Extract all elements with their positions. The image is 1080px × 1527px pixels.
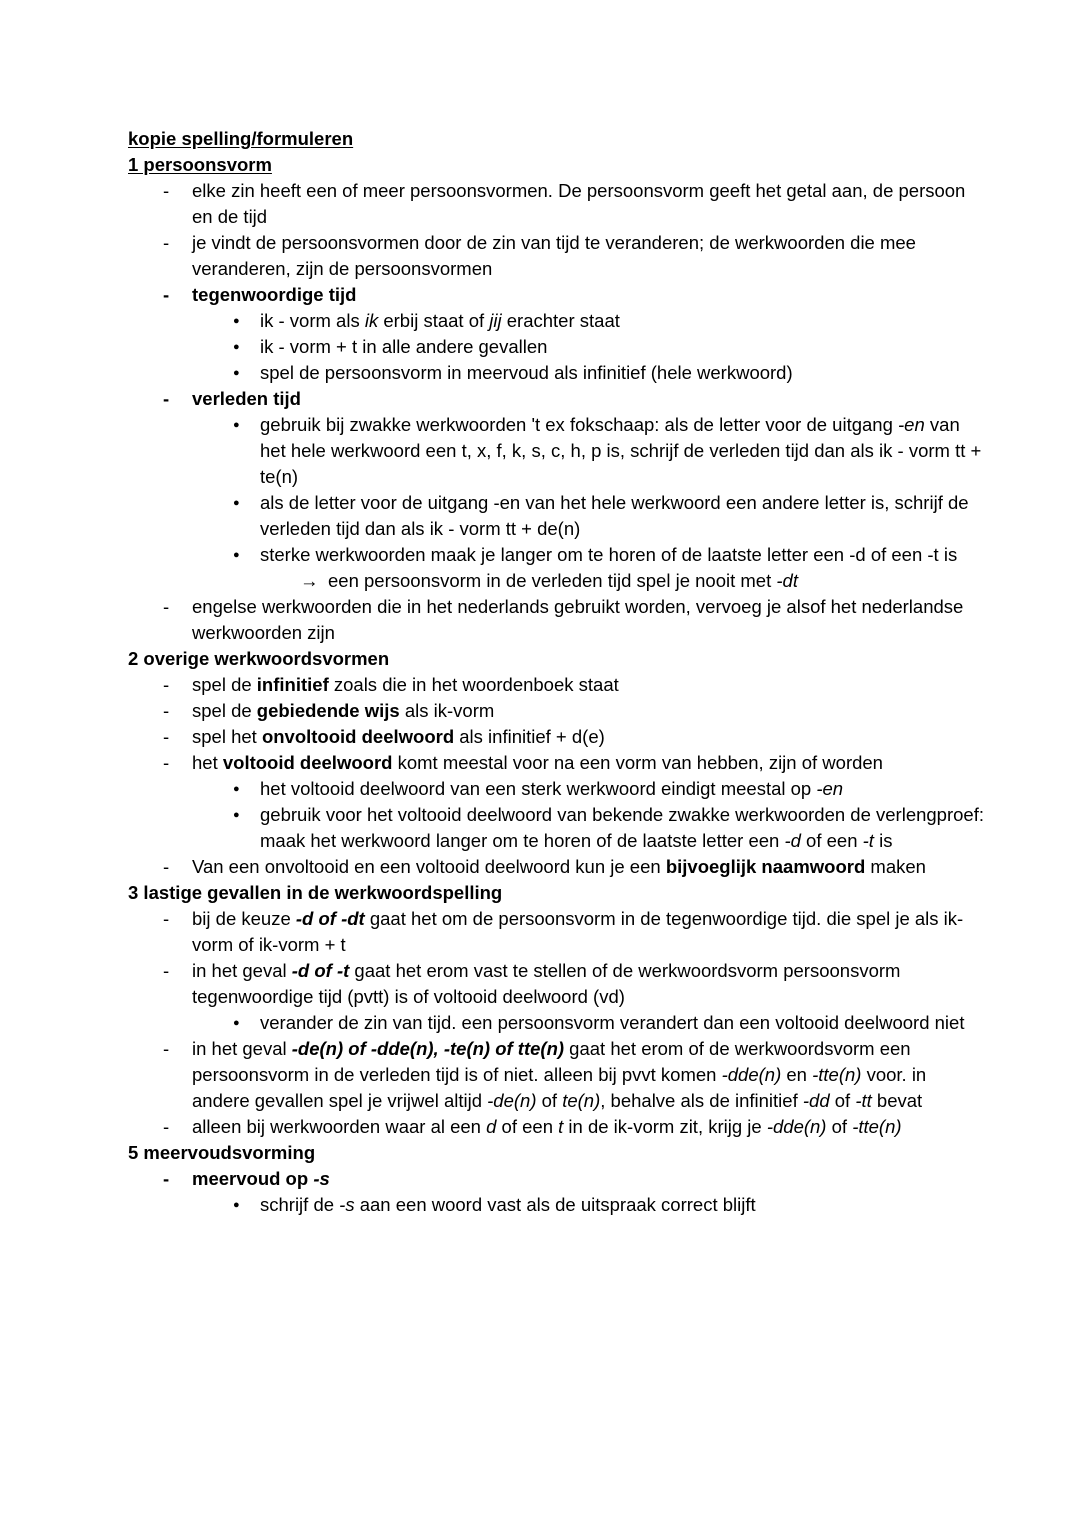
list-item bbox=[128, 386, 985, 594]
text-run: meervoud op bbox=[192, 1168, 314, 1189]
sub-list-item bbox=[192, 308, 985, 334]
text-run: spel de persoonsvorm in meervoud als infinitief (hele werkwoord) bbox=[260, 362, 793, 383]
text-run: infinitief bbox=[256, 674, 329, 695]
list-item bbox=[128, 1036, 985, 1114]
text-run: of bbox=[536, 1090, 563, 1111]
text-run: -t bbox=[862, 830, 874, 851]
list-item bbox=[128, 672, 985, 698]
text-run: gaat het erom of de werkwoordsvorm een persoonsvorm in de verleden tijd is of niet. alleen bij pvvt komen bbox=[192, 1038, 911, 1085]
list-item bbox=[128, 178, 985, 230]
arrow-note bbox=[260, 568, 985, 594]
text-run: -tte(n) bbox=[852, 1116, 902, 1137]
text-run: erbij staat of bbox=[378, 310, 490, 331]
text-run: zoals die in het woordenboek staat bbox=[328, 674, 619, 695]
bullet-list-level2 bbox=[192, 1192, 985, 1218]
text-run: ik - vorm + t in alle andere gevallen bbox=[260, 336, 548, 357]
text-run: -de(n) bbox=[487, 1090, 537, 1111]
text-run: het voltooid deelwoord van een sterk werkwoord eindigt meestal op bbox=[260, 778, 817, 799]
text-run: -s bbox=[313, 1168, 330, 1189]
list-item bbox=[128, 594, 985, 646]
text-run: een persoonsvorm in de verleden tijd spel je nooit met bbox=[328, 570, 777, 591]
text-run: voor. in andere gevallen spel je vrijwel altijd bbox=[192, 1064, 927, 1111]
document-title: kopie spelling/formuleren bbox=[128, 128, 354, 149]
list-item bbox=[128, 1166, 985, 1218]
text-run: je vindt de persoonsvormen door de zin van tijd te veranderen; de werkwoorden die mee veranderen, zijn de persoonsvormen bbox=[192, 232, 916, 279]
text-run: elke zin heeft een of meer persoonsvormen. De persoonsvorm geeft het getal aan, de persoon en de tijd bbox=[192, 180, 966, 227]
list-item bbox=[128, 230, 985, 282]
section-heading: 2 overige werkwoordsvormen bbox=[128, 648, 390, 669]
text-run: bijvoeglijk naamwoord bbox=[665, 856, 866, 877]
text-run: -de(n) of -dde(n), -te(n) of tte(n) bbox=[291, 1038, 565, 1059]
list-item bbox=[128, 854, 985, 880]
section-heading: 5 meervoudsvorming bbox=[128, 1142, 316, 1163]
text-run: of een bbox=[800, 830, 863, 851]
text-run: -s bbox=[339, 1194, 355, 1215]
list-item bbox=[128, 750, 985, 854]
text-run: , behalve als de infinitief bbox=[600, 1090, 803, 1111]
text-run: gaat het erom vast te stellen of de werkwoordsvorm persoonsvorm tegenwoordige tijd (pvtt) is of voltooid deelwoord (vd) bbox=[192, 960, 901, 1007]
list-item bbox=[128, 1114, 985, 1140]
text-run: als de letter voor de uitgang -en van het hele werkwoord een andere letter is, schrijf de verleden tijd dan als ik - vorm tt + de(n) bbox=[260, 492, 969, 539]
text-run: gaat het om de persoonsvorm in de tegenwoordige tijd. die spel je als ik-vorm of ik-vorm + t bbox=[192, 908, 964, 955]
sub-list-item bbox=[192, 1010, 985, 1036]
bullet-list-level1 bbox=[128, 178, 985, 646]
text-run: van het hele werkwoord een t, x, f, k, s, c, h, p is, schrijf de verleden tijd dan als ik - vorm tt + te(n) bbox=[260, 414, 982, 487]
text-run: Van een onvoltooid en een voltooid deelwoord kun je een bbox=[192, 856, 666, 877]
text-run: -tt bbox=[855, 1090, 872, 1111]
text-run: in het geval bbox=[192, 960, 292, 981]
bullet-list-level2 bbox=[192, 1010, 985, 1036]
text-run: of een bbox=[496, 1116, 559, 1137]
bullet-list-level2 bbox=[192, 412, 985, 594]
sub-list-item bbox=[192, 412, 985, 490]
text-run: onvoltooid deelwoord bbox=[261, 726, 455, 747]
text-run: schrijf de bbox=[260, 1194, 340, 1215]
bullet-list-level1 bbox=[128, 906, 985, 1140]
text-run: ik - vorm als bbox=[260, 310, 365, 331]
text-run: -en bbox=[816, 778, 844, 799]
text-run: sterke werkwoorden maak je langer om te horen of de laatste letter een -d of een -t is bbox=[260, 544, 958, 565]
text-run: -d of -t bbox=[291, 960, 350, 981]
text-run: in het geval bbox=[192, 1038, 292, 1059]
text-run: aan een woord vast als de uitspraak correct blijft bbox=[354, 1194, 756, 1215]
text-run: -dde(n) bbox=[766, 1116, 827, 1137]
text-run: bevat bbox=[871, 1090, 923, 1111]
bullet-list-level2 bbox=[192, 308, 985, 386]
text-run: -d bbox=[784, 830, 801, 851]
text-run: spel het bbox=[192, 726, 262, 747]
text-run: in de ik-vorm zit, krijg je bbox=[563, 1116, 767, 1137]
text-run: of bbox=[829, 1090, 856, 1111]
text-run: of bbox=[826, 1116, 853, 1137]
sub-list-item bbox=[192, 490, 985, 542]
sub-list-item bbox=[192, 334, 985, 360]
sub-list-item bbox=[192, 802, 985, 854]
text-run: verleden tijd bbox=[192, 388, 301, 409]
section-heading: 1 persoonsvorm bbox=[128, 154, 272, 175]
text-run: gebruik voor het voltooid deelwoord van bekende zwakke werkwoorden de verlengproef: maak het werkwoord langer om te horen of de laatste letter een bbox=[260, 804, 984, 851]
text-run: en bbox=[781, 1064, 813, 1085]
text-run: engelse werkwoorden die in het nederlands gebruikt worden, vervoeg je alsof het nederlandse werkwoorden zijn bbox=[192, 596, 964, 643]
list-item bbox=[128, 724, 985, 750]
text-run: te(n) bbox=[562, 1090, 601, 1111]
text-run: is bbox=[873, 830, 893, 851]
text-run: gebruik bij zwakke werkwoorden 't ex fokschaap: als de letter voor de uitgang bbox=[260, 414, 899, 435]
text-run: het bbox=[192, 752, 223, 773]
text-run: spel de bbox=[192, 674, 257, 695]
text-run: verander de zin van tijd. een persoonsvorm verandert dan een voltooid deelwoord niet bbox=[260, 1012, 965, 1033]
sub-list-item bbox=[192, 776, 985, 802]
list-item bbox=[128, 698, 985, 724]
text-run: spel de bbox=[192, 700, 257, 721]
text-run: -en bbox=[898, 414, 925, 435]
text-run: gebiedende wijs bbox=[256, 700, 400, 721]
text-run: maken bbox=[865, 856, 926, 877]
text-run: t bbox=[558, 1116, 564, 1137]
list-item bbox=[128, 282, 985, 386]
text-run: komt meestal voor na een vorm van hebben, zijn of worden bbox=[392, 752, 883, 773]
bullet-list-level1 bbox=[128, 672, 985, 880]
text-run: erachter staat bbox=[501, 310, 620, 331]
bullet-list-level2 bbox=[192, 776, 985, 854]
text-run: als infinitief + d(e) bbox=[454, 726, 605, 747]
text-run: tegenwoordige tijd bbox=[192, 284, 357, 305]
text-run: -dde(n) bbox=[721, 1064, 782, 1085]
text-run: ik bbox=[364, 310, 379, 331]
text-run: d bbox=[486, 1116, 497, 1137]
text-run: jij bbox=[489, 310, 502, 331]
text-run: voltooid deelwoord bbox=[222, 752, 393, 773]
sections-container bbox=[128, 152, 985, 1218]
bullet-list-level1 bbox=[128, 1166, 985, 1218]
list-item bbox=[128, 958, 985, 1036]
sub-list-item bbox=[192, 542, 985, 594]
text-run: -tte(n) bbox=[812, 1064, 862, 1085]
text-run: -dt bbox=[776, 570, 798, 591]
sub-list-item bbox=[192, 1192, 985, 1218]
sub-list-item bbox=[192, 360, 985, 386]
text-run: -dd bbox=[802, 1090, 830, 1111]
list-item bbox=[128, 906, 985, 958]
text-run: -d of -dt bbox=[295, 908, 365, 929]
text-run: bij de keuze bbox=[192, 908, 296, 929]
text-run: alleen bij werkwoorden waar al een bbox=[192, 1116, 487, 1137]
text-run: als ik-vorm bbox=[399, 700, 495, 721]
section-heading: 3 lastige gevallen in de werkwoordspelling bbox=[128, 882, 503, 903]
